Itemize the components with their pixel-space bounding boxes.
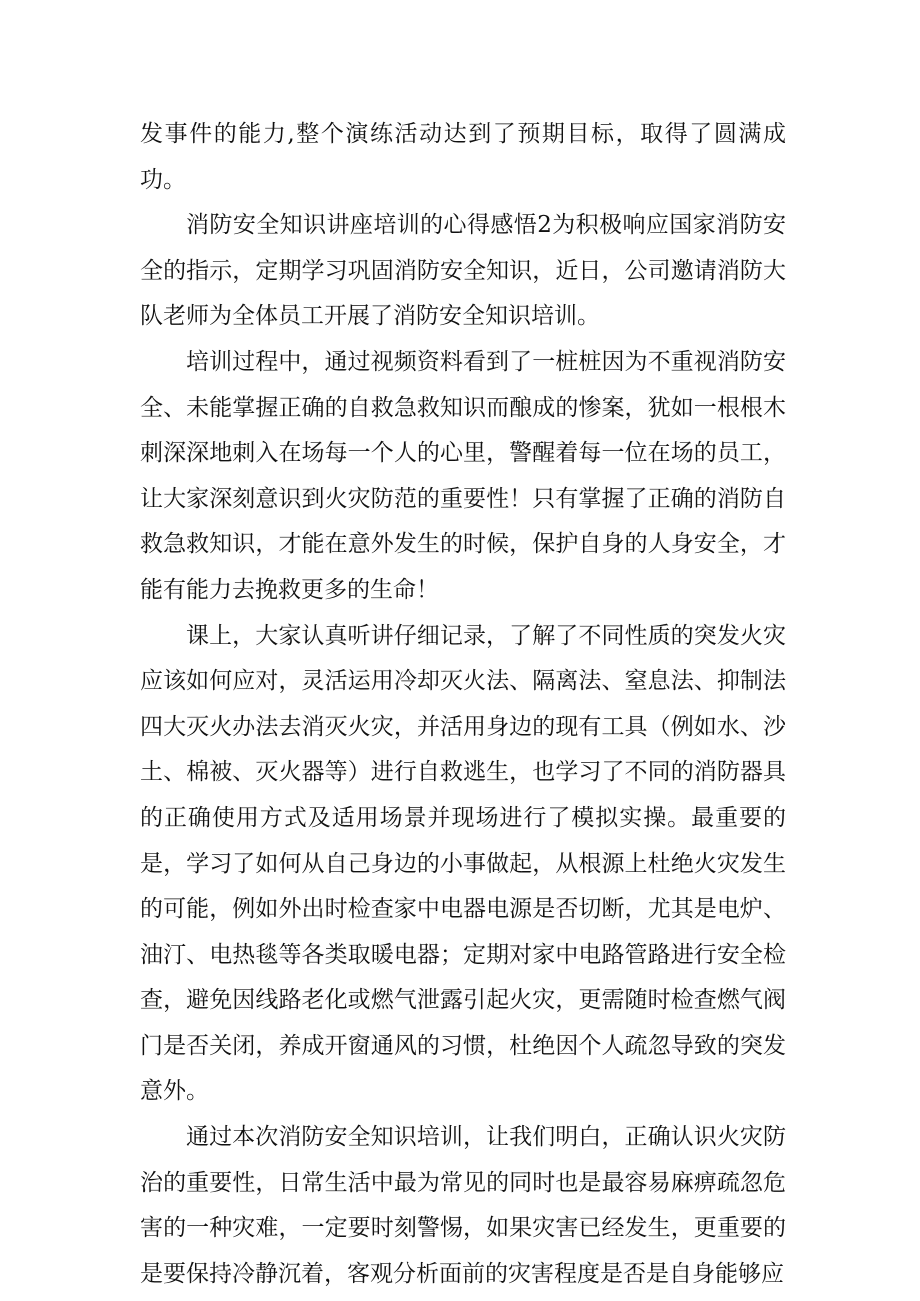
paragraph-training-process: 培训过程中，通过视频资料看到了一桩桩因为不重视消防安全、未能掌握正确的自救急救知识而酿成的惨案，犹如一根根木刺深深地刺入在场每一个人的心里，警醒着每一位在场的员工，让大家深刻意识到火灾防范的重要性！只有掌握了正确的消防自救急救知识，才能在意外发生的时候，保护自身的人身安全，才能有能力去挽救更多的生命！ [140, 348, 786, 603]
paragraph-continuation: 发事件的能力,整个演练活动达到了预期目标，取得了圆满成功。 [140, 121, 786, 193]
paragraph-conclusion: 通过本次消防安全知识培训，让我们明白，正确认识火灾防治的重要性，日常生活中最为常见的同时也是最容易麻痹疏忽危害的一种灾难，一定要时刻警惕，如果灾害已经发生，更重要的是要保持冷静沉着，客观分析面前的灾害程度是否是自身能够应 [140, 1124, 786, 1287]
paragraph-heading-intro: 消防安全知识讲座培训的心得感悟2为积极响应国家消防安全的指示，定期学习巩固消防安全知识，近日，公司邀请消防大队老师为全体员工开展了消防安全知识培训。 [140, 212, 786, 330]
paragraph-class-content: 课上，大家认真听讲仔细记录，了解了不同性质的突发火灾应该如何应对，灵活运用冷却灭火法、隔离法、窒息法、抑制法四大灭火办法去消灭火灾，并活用身边的现有工具（例如水、沙土、棉被、灭火器等）进行自救逃生，也学习了不同的消防器具的正确使用方式及适用场景并现场进行了模拟实操。最重要的是，学习了如何从自己身边的小事做起，从根源上杜绝火灾发生的可能，例如外出时检查家中电器电源是否切断，尤其是电炉、油汀、电热毯等各类取暖电器；定期对家中电路管路进行安全检查，避免因线路老化或燃气泄露引起火灾，更需随时检查燃气阀门是否关闭，养成开窗通风的习惯，杜绝因个人疏忽导致的突发意外。 [140, 622, 786, 1105]
body-text [140, 112, 786, 1297]
